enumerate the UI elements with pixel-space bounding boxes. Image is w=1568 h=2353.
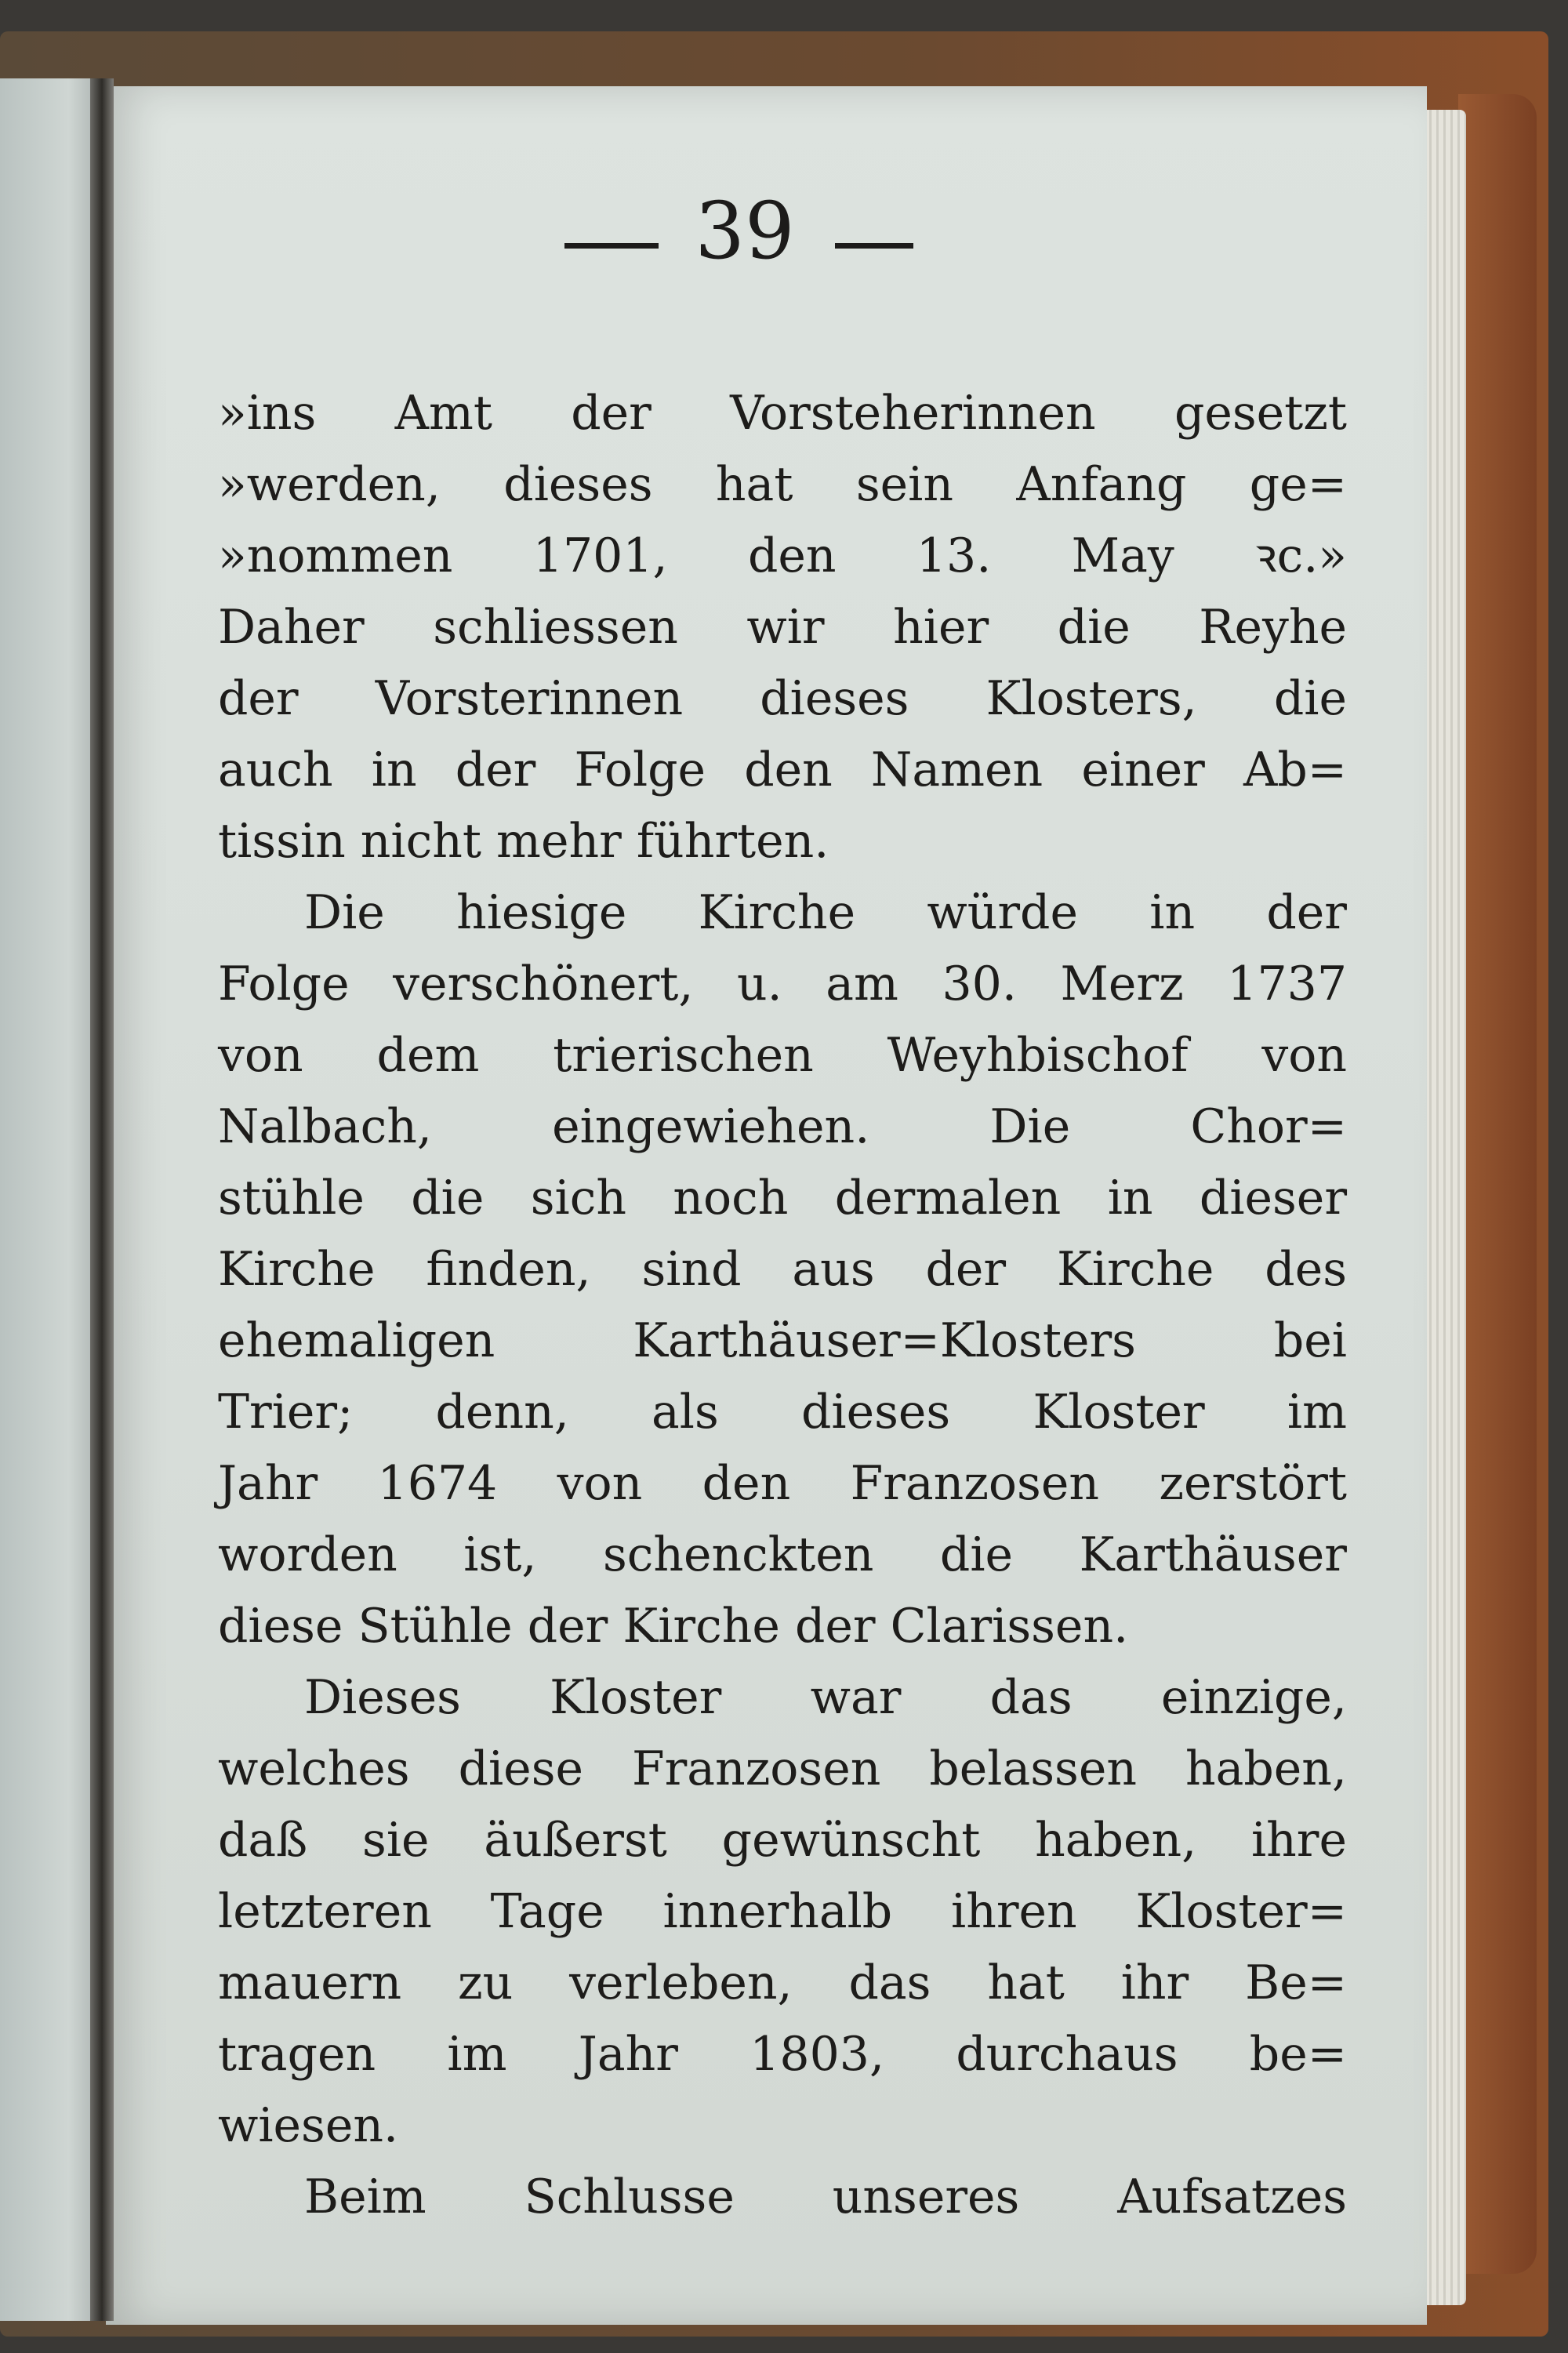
text-line: tragen im Jahr 1803, durchaus be=	[218, 2027, 1347, 2082]
text-line: ehemaligen Karthäuser=Klosters bei	[218, 1313, 1347, 1368]
page-number: 39	[695, 185, 795, 277]
text-line: daß sie äußerst gewünscht haben, ihre	[218, 1813, 1347, 1868]
text-line: Nalbach, eingewiehen. Die Chor=	[218, 1099, 1347, 1154]
body-text	[218, 378, 1347, 2233]
text-line: »werden, dieses hat sein Anfang ge=	[218, 457, 1347, 512]
text-line: Dieses Kloster war das einzige,	[304, 1670, 1347, 1725]
text-line: Folge verschönert, u. am 30. Merz 1737	[218, 957, 1347, 1011]
text-line: welches diese Franzosen belassen haben,	[218, 1741, 1347, 1796]
text-line: Beim Schlusse unseres Aufsatzes	[304, 2170, 1347, 2224]
text-line: diese Stühle der Kirche der Clarissen.	[218, 1599, 1129, 1654]
text-line: »nommen 1701, den 13. May ꝛc.»	[218, 528, 1347, 583]
book-page	[106, 86, 1427, 2325]
text-line: »ins Amt der Vorsteherinnen gesetzt	[218, 386, 1347, 441]
text-line: Kirche finden, sind aus der Kirche des	[218, 1242, 1347, 1297]
text-line: Jahr 1674 von den Franzosen zerstört	[218, 1456, 1347, 1511]
text-line: von dem trierischen Weyhbischof von	[218, 1028, 1347, 1083]
book-cover-edge	[1458, 94, 1537, 2274]
page-header	[106, 185, 1427, 277]
text-line: wiesen.	[218, 2098, 399, 2153]
text-line: Trier; denn, als dieses Kloster im	[218, 1385, 1347, 1440]
text-line: worden ist, schenckten die Karthäuser	[218, 1527, 1347, 1582]
header-dash-right	[835, 243, 913, 249]
text-line: mauern zu verleben, das hat ihr Be=	[218, 1955, 1347, 2010]
left-page-edge	[0, 78, 98, 2321]
text-line: tissin nicht mehr führten.	[218, 814, 829, 869]
text-line: auch in der Folge den Namen einer Ab=	[218, 743, 1347, 797]
header-dash-left	[564, 243, 659, 249]
text-line: letzteren Tage innerhalb ihren Kloster=	[218, 1884, 1347, 1939]
text-line: Daher schliessen wir hier die Reyhe	[218, 600, 1347, 655]
text-line: stühle die sich noch dermalen in dieser	[218, 1171, 1347, 1226]
text-line: Die hiesige Kirche würde in der	[304, 885, 1347, 940]
text-line: der Vorsterinnen dieses Klosters, die	[218, 671, 1347, 726]
book-gutter	[90, 78, 114, 2321]
